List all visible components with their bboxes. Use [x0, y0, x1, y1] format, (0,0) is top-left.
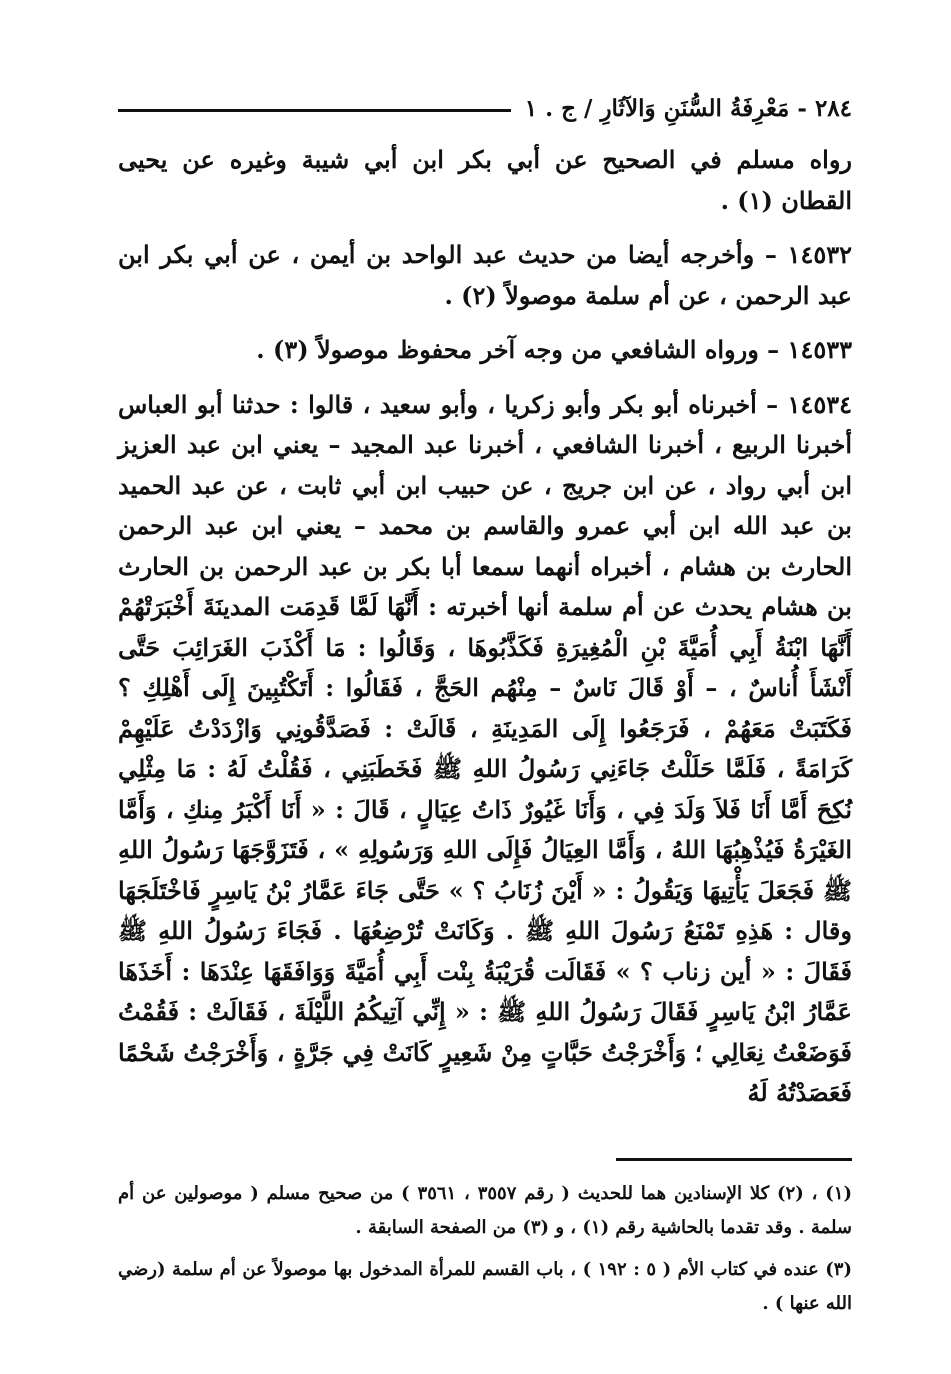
footnotes: [118, 1177, 852, 1321]
paragraph-14533: ١٤٥٣٣ – ورواه الشافعي من وجه آخر محفوظ موصولاً (٣) .: [256, 335, 852, 364]
footnote-1-2: (١) ، (٢) كلا الإسنادين هما للحديث ( رقم ٣٥٥٧ ، ٣٥٦١ ) من صحيح مسلم ( موصولين عن أم سلمة . وقد تقدما بالحاشية رقم (١) ، و (٣) من الصفحة السابقة .: [118, 1182, 852, 1238]
header-rule: [118, 109, 511, 112]
paragraph-intro: رواه مسلم في الصحيح عن أبي بكر ابن أبي شيبة وغيره عن يحيى القطان (١) .: [118, 145, 852, 215]
running-header: [118, 88, 852, 128]
book-page: [118, 88, 852, 1329]
paragraph-14534: ١٤٥٣٤ – أخبرناه أبو بكر وأبو زكريا ، وأبو سعيد ، قالوا : حدثنا أبو العباس أخبرنا الربيع ، أخبرنا الشافعي ، أخبرنا عبد المجيد – يعني ابن عبد العزيز ابن أبي رواد ، عن ابن جريج ، عن حبيب ابن أبي ثابت ، عن عبد الحميد بن عبد الله ابن أبي عمرو والقاسم بن محمد – يعني ابن عبد الرحمن الحارث بن هشام ، أخبراه أنهما سمعا أبا بكر بن عبد الرحمن بن الحارث بن هشام يحدث عن أم سلمة أنها أخبرته : أَنَّهَا لَمَّا قَدِمَت المدينَةَ أَخْبَرَتْهُمْ أَنَّهَا ابْنَةُ أَبِي أُمَيَّةَ بْنِ الْمُغِيرَةِ فَكَذَّبُوهَا ، وَقَالُوا : مَا أَكْذَبَ الغَرَائِبَ حَتَّى أَنْشَأَ أُناسٌ ، – أَوْ قَالَ نَاسٌ – مِنْهُم الحَجَّ ، فَقَالُوا : أَتَكْتُبِينَ إِلَى أَهْلِكِ ؟ فَكَتَبَتْ مَعَهُمْ ، فَرَجَعُوا إِلَى المَدِينَةِ ، قَالَتْ : فَصَدَّقُونِي وَازْدَدْتُ عَلَيْهِمْ كَرَامَةً ، فَلَمَّا حَلَلْتُ جَاءَنِي رَسُولُ اللهِ ﷺ فَخَطَبَنِي ، فَقُلْتُ لَهُ : مَا مِثْلِي نُكِحَ أَمَّا أَنَا فَلاَ وَلَدَ فِي ، وَأَنَا غَيُورٌ ذَاتُ عِيَالٍ ، قَالَ : « أَنَا أَكْبَرُ مِنكِ ، وَأَمَّا الغَيْرَةُ فَيُذْهِبُهَا اللهُ ، وَأَمَّا العِيَالُ فَإِلَى اللهِ وَرَسُولِهِ » ، فَتَزَوَّجَهَا رَسُولُ اللهِ ﷺ فَجَعَلَ يَأْتِيهَا وَيَقُولُ : « أَيْنَ زُنَابُ ؟ » حَتَّى جَاءَ عَمَّارُ بْنُ يَاسِرٍ فَاخْتَلَجَهَا وقال : هَذِهِ تَمْنَعُ رَسُولَ اللهِ ﷺ . وَكَانَتْ تُرْضِعُهَا . فَجَاءَ رَسُولُ اللهِ ﷺ فَقَالَ : « أين زناب ؟ » فَقَالَت قُرَيْبَةُ بِنْت أَبِي أُمَيَّةَ وَوَافَقَهَا عِنْدَهَا : أَخَذَهَا عَمَّارُ ابْنُ يَاسِرٍ فَقَالَ رَسُولُ اللهِ ﷺ : « إِنِّي آتِيكُمُ اللَّيْلَةَ ، فَقَالَتْ : فَقُمْتُ فَوَضَعْتُ نِعَالِي ؛ وَأَخْرَجْتُ حَبَّاتٍ مِنْ شَعِيرٍ كَانَتْ فِي جَرَّةٍ ، وَأَخْرَجْتُ شَحْمًا فَعَصَدْتُهُ لَهُ: [118, 389, 853, 1107]
main-text: [118, 140, 852, 1114]
paragraph-14532: ١٤٥٣٢ – وأخرجه أيضا من حديث عبد الواحد بن أيمن ، عن أبي بكر ابن عبد الرحمن ، عن أم سلمة موصولاً (٢) .: [118, 240, 852, 310]
page-number: ٢٨٤: [814, 94, 852, 122]
footnote-separator: [616, 1158, 852, 1161]
header-title: - مَعْرِفَةُ السُّنَنِ وَالآثَارِ / ج . ١: [524, 94, 807, 122]
footnote-3: (٣) عنده في كتاب الأم ( ٥ : ١٩٢ ) ، باب القسم للمرأة المدخول بها موصولاً عن أم سلمة (رضي الله عنها ) .: [118, 1258, 852, 1314]
